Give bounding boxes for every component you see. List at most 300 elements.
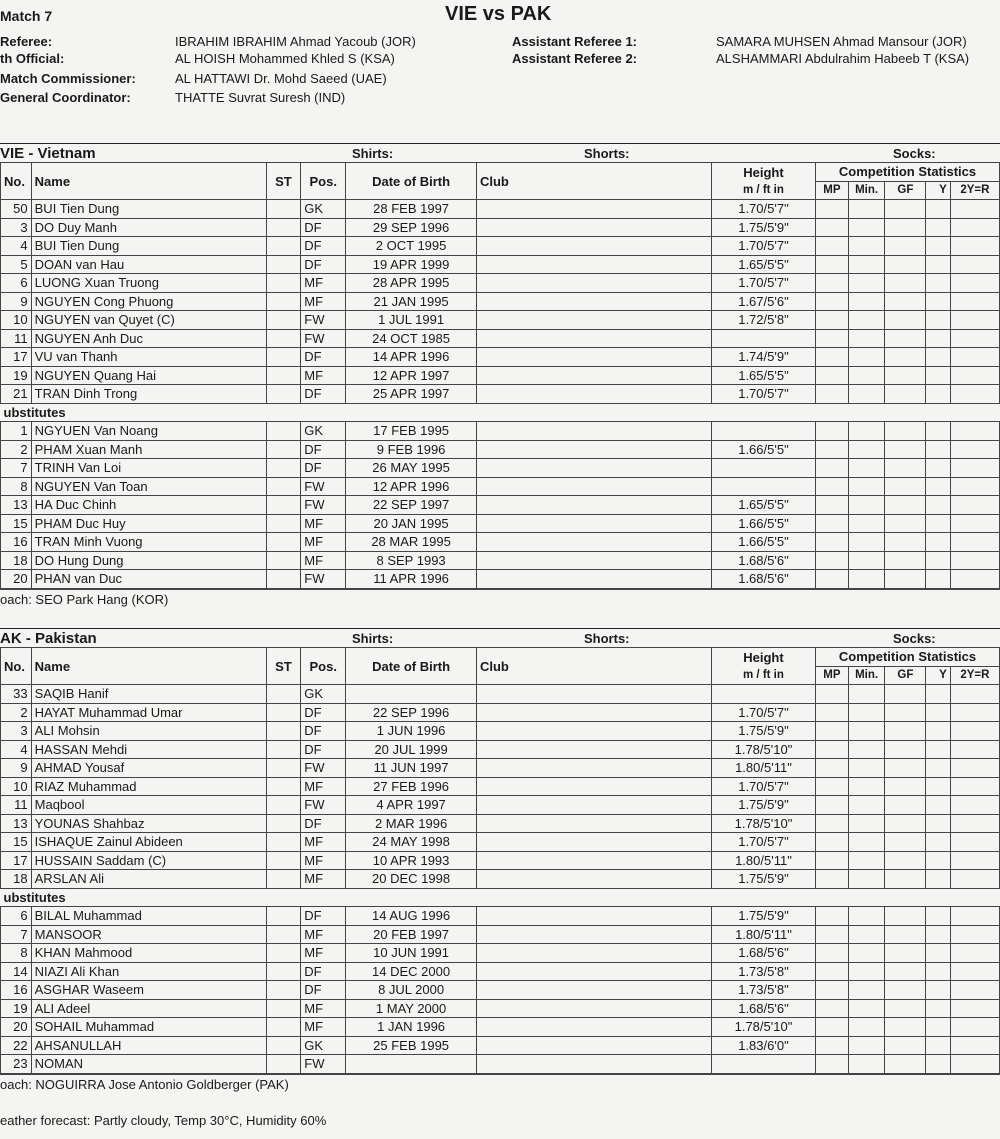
player-st (266, 274, 301, 293)
player-name: SOHAIL Muhammad (31, 1018, 266, 1037)
player-date-of-birth: 20 FEB 1997 (346, 925, 477, 944)
player-number: 21 (1, 385, 32, 404)
stat-mp (816, 962, 849, 981)
stat-2y-r (950, 685, 999, 704)
roster-header-row (1, 648, 1000, 667)
player-row (1, 685, 1000, 704)
player-date-of-birth: 10 JUN 1991 (346, 944, 477, 963)
player-number: 2 (1, 703, 32, 722)
stat-min (848, 329, 885, 348)
player-club (476, 496, 711, 515)
player-number: 3 (1, 722, 32, 741)
player-position: DF (301, 385, 346, 404)
stat-gf (885, 329, 926, 348)
stat-2y-r (950, 944, 999, 963)
player-name: NGUYEN Anh Duc (31, 329, 266, 348)
player-club (476, 329, 711, 348)
stat-2y-r (950, 570, 999, 589)
player-position: DF (301, 237, 346, 256)
stat-y (926, 962, 951, 981)
player-club (476, 759, 711, 778)
stat-gf (885, 703, 926, 722)
stat-gf (885, 1055, 926, 1074)
player-height: 1.68/5'6" (711, 551, 815, 570)
player-name: VU van Thanh (31, 348, 266, 367)
player-row (1, 514, 1000, 533)
player-date-of-birth: 1 JUN 1996 (346, 722, 477, 741)
player-st (266, 496, 301, 515)
stat-min (848, 722, 885, 741)
stat-2y-r (950, 533, 999, 552)
stat-2y-r (950, 440, 999, 459)
player-club (476, 385, 711, 404)
stat-gf (885, 999, 926, 1018)
player-name: PHAM Duc Huy (31, 514, 266, 533)
player-row (1, 740, 1000, 759)
roster-table (0, 647, 1000, 1074)
stat-min (848, 348, 885, 367)
stat-gf (885, 1018, 926, 1037)
player-number: 15 (1, 833, 32, 852)
player-name: TRAN Minh Vuong (31, 533, 266, 552)
player-name: BUI Tien Dung (31, 200, 266, 219)
stat-2y-r (950, 833, 999, 852)
stat-2y-r (950, 981, 999, 1000)
stat-gf (885, 237, 926, 256)
player-height: 1.78/5'10" (711, 814, 815, 833)
player-date-of-birth: 4 APR 1997 (346, 796, 477, 815)
stat-y (926, 200, 951, 219)
player-row (1, 1036, 1000, 1055)
stat-mp (816, 496, 849, 515)
stat-min (848, 477, 885, 496)
player-row (1, 255, 1000, 274)
stat-y (926, 292, 951, 311)
stat-2y-r (950, 218, 999, 237)
player-name: PHAM Xuan Manh (31, 440, 266, 459)
player-name: DO Hung Dung (31, 551, 266, 570)
player-row (1, 759, 1000, 778)
team-header-bar (0, 143, 1000, 162)
stat-y (926, 385, 951, 404)
col-st: ST (266, 163, 301, 200)
stat-y (926, 1018, 951, 1037)
player-club (476, 218, 711, 237)
player-st (266, 292, 301, 311)
player-number: 11 (1, 329, 32, 348)
stat-y (926, 422, 951, 441)
player-position: MF (301, 851, 346, 870)
stat-mp (816, 1036, 849, 1055)
assistant-referee-2-label: Assistant Referee 2: (512, 51, 637, 66)
stat-mp (816, 1018, 849, 1037)
player-row (1, 851, 1000, 870)
stat-y (926, 722, 951, 741)
stat-2y-r (950, 740, 999, 759)
stat-y (926, 477, 951, 496)
player-position: DF (301, 703, 346, 722)
stat-2y-r (950, 514, 999, 533)
player-number: 22 (1, 1036, 32, 1055)
player-date-of-birth: 22 SEP 1996 (346, 703, 477, 722)
player-club (476, 200, 711, 219)
player-name: ARSLAN Ali (31, 870, 266, 889)
player-club (476, 981, 711, 1000)
player-number: 9 (1, 292, 32, 311)
player-position: MF (301, 870, 346, 889)
stat-2y-r (950, 200, 999, 219)
stat-y (926, 999, 951, 1018)
player-position: FW (301, 796, 346, 815)
player-name: NGUYEN Quang Hai (31, 366, 266, 385)
player-height: 1.75/5'9" (711, 870, 815, 889)
stat-gf (885, 366, 926, 385)
player-height: 1.70/5'7" (711, 200, 815, 219)
player-height: 1.66/5'5" (711, 440, 815, 459)
player-date-of-birth: 17 FEB 1995 (346, 422, 477, 441)
player-date-of-birth: 29 SEP 1996 (346, 218, 477, 237)
player-club (476, 477, 711, 496)
col-pos: Pos. (301, 648, 346, 685)
player-row (1, 385, 1000, 404)
player-number: 17 (1, 851, 32, 870)
stat-y (926, 551, 951, 570)
stat-gf (885, 533, 926, 552)
stat-min (848, 366, 885, 385)
stat-y (926, 1055, 951, 1074)
player-date-of-birth: 25 FEB 1995 (346, 1036, 477, 1055)
stat-2y-r (950, 1018, 999, 1037)
stat-min (848, 851, 885, 870)
stat-y (926, 833, 951, 852)
col-2y-r: 2Y=R (950, 666, 999, 685)
player-position: GK (301, 422, 346, 441)
stat-y (926, 851, 951, 870)
stat-2y-r (950, 496, 999, 515)
player-club (476, 366, 711, 385)
stat-2y-r (950, 477, 999, 496)
stat-mp (816, 311, 849, 330)
player-st (266, 907, 301, 926)
roster-header-row (1, 163, 1000, 182)
player-number: 6 (1, 274, 32, 293)
player-date-of-birth: 27 FEB 1996 (346, 777, 477, 796)
team-section-pakistan (0, 628, 1000, 1095)
player-date-of-birth: 14 APR 1996 (346, 348, 477, 367)
stat-min (848, 292, 885, 311)
col-name: Name (31, 648, 266, 685)
player-st (266, 1036, 301, 1055)
stat-2y-r (950, 348, 999, 367)
player-club (476, 237, 711, 256)
stat-gf (885, 851, 926, 870)
player-club (476, 1055, 711, 1074)
player-position: DF (301, 981, 346, 1000)
player-st (266, 440, 301, 459)
stat-mp (816, 237, 849, 256)
stat-2y-r (950, 814, 999, 833)
player-club (476, 962, 711, 981)
stat-gf (885, 496, 926, 515)
player-club (476, 1018, 711, 1037)
stat-2y-r (950, 851, 999, 870)
stat-y (926, 366, 951, 385)
stat-mp (816, 925, 849, 944)
player-club (476, 422, 711, 441)
player-row (1, 422, 1000, 441)
player-row (1, 999, 1000, 1018)
stat-mp (816, 833, 849, 852)
stat-2y-r (950, 237, 999, 256)
team-name: VIE - Vietnam (0, 145, 96, 162)
player-position: MF (301, 999, 346, 1018)
player-position: MF (301, 551, 346, 570)
stat-mp (816, 348, 849, 367)
player-row (1, 777, 1000, 796)
player-st (266, 477, 301, 496)
player-position: FW (301, 496, 346, 515)
stat-mp (816, 385, 849, 404)
player-st (266, 981, 301, 1000)
stat-mp (816, 218, 849, 237)
player-date-of-birth: 8 SEP 1993 (346, 551, 477, 570)
stat-mp (816, 722, 849, 741)
coach-line: oach: SEO Park Hang (KOR) (0, 589, 1000, 610)
player-date-of-birth: 8 JUL 2000 (346, 981, 477, 1000)
player-name: NGYUEN Van Noang (31, 422, 266, 441)
stat-gf (885, 685, 926, 704)
player-position: MF (301, 833, 346, 852)
player-date-of-birth: 25 APR 1997 (346, 385, 477, 404)
stat-2y-r (950, 1036, 999, 1055)
stat-y (926, 274, 951, 293)
col-club: Club (476, 648, 711, 685)
stat-min (848, 422, 885, 441)
stat-y (926, 759, 951, 778)
player-name: LUONG Xuan Truong (31, 274, 266, 293)
stat-gf (885, 292, 926, 311)
stat-min (848, 459, 885, 478)
stat-2y-r (950, 870, 999, 889)
player-number: 33 (1, 685, 32, 704)
player-club (476, 348, 711, 367)
player-club (476, 292, 711, 311)
player-height: 1.65/5'5" (711, 496, 815, 515)
player-club (476, 944, 711, 963)
stat-2y-r (950, 311, 999, 330)
player-position: FW (301, 570, 346, 589)
stat-mp (816, 366, 849, 385)
stat-gf (885, 981, 926, 1000)
player-st (266, 759, 301, 778)
player-name: ALI Adeel (31, 999, 266, 1018)
player-number: 13 (1, 814, 32, 833)
stat-min (848, 925, 885, 944)
player-st (266, 962, 301, 981)
assistant-referee-1-label: Assistant Referee 1: (512, 34, 637, 49)
col-competition-statistics: Competition Statistics (816, 648, 1000, 667)
player-position: MF (301, 533, 346, 552)
player-row (1, 200, 1000, 219)
fourth-official-value: AL HOISH Mohammed Khled S (KSA) (175, 51, 395, 66)
player-height (711, 1055, 815, 1074)
stat-gf (885, 925, 926, 944)
player-position: DF (301, 907, 346, 926)
player-row (1, 833, 1000, 852)
stat-2y-r (950, 329, 999, 348)
stat-mp (816, 570, 849, 589)
player-row (1, 796, 1000, 815)
stat-2y-r (950, 459, 999, 478)
player-club (476, 740, 711, 759)
player-row (1, 292, 1000, 311)
player-name: YOUNAS Shahbaz (31, 814, 266, 833)
player-club (476, 514, 711, 533)
stat-gf (885, 570, 926, 589)
player-date-of-birth: 11 APR 1996 (346, 570, 477, 589)
stat-y (926, 944, 951, 963)
stat-min (848, 740, 885, 759)
stat-mp (816, 944, 849, 963)
shorts-label: Shorts: (584, 146, 630, 161)
player-club (476, 703, 711, 722)
stat-min (848, 237, 885, 256)
stat-y (926, 311, 951, 330)
player-date-of-birth: 20 JAN 1995 (346, 514, 477, 533)
player-st (266, 329, 301, 348)
col-competition-statistics: Competition Statistics (816, 163, 1000, 182)
col-mp: MP (816, 666, 849, 685)
player-height (711, 422, 815, 441)
player-number: 18 (1, 870, 32, 889)
stat-gf (885, 796, 926, 815)
player-row (1, 459, 1000, 478)
player-position: FW (301, 1055, 346, 1074)
player-row (1, 329, 1000, 348)
stat-gf (885, 385, 926, 404)
stat-2y-r (950, 703, 999, 722)
player-row (1, 366, 1000, 385)
player-position: MF (301, 944, 346, 963)
player-row (1, 981, 1000, 1000)
stat-gf (885, 962, 926, 981)
player-height: 1.66/5'5" (711, 514, 815, 533)
player-date-of-birth: 20 JUL 1999 (346, 740, 477, 759)
player-name: HA Duc Chinh (31, 496, 266, 515)
stat-min (848, 1018, 885, 1037)
player-height: 1.68/5'6" (711, 999, 815, 1018)
referee-label: Referee: (0, 34, 53, 49)
stat-2y-r (950, 255, 999, 274)
player-club (476, 685, 711, 704)
player-name: HUSSAIN Saddam (C) (31, 851, 266, 870)
player-row (1, 477, 1000, 496)
col-height-unit: m / ft in (711, 666, 815, 685)
player-name: DOAN van Hau (31, 255, 266, 274)
player-st (266, 796, 301, 815)
player-st (266, 311, 301, 330)
player-position: MF (301, 925, 346, 944)
stat-y (926, 570, 951, 589)
player-number: 19 (1, 999, 32, 1018)
stat-min (848, 685, 885, 704)
stat-mp (816, 514, 849, 533)
stat-mp (816, 740, 849, 759)
stat-gf (885, 814, 926, 833)
player-date-of-birth: 9 FEB 1996 (346, 440, 477, 459)
player-number: 4 (1, 237, 32, 256)
player-row (1, 551, 1000, 570)
player-number: 17 (1, 348, 32, 367)
stat-min (848, 870, 885, 889)
player-number: 9 (1, 759, 32, 778)
stat-2y-r (950, 907, 999, 926)
player-number: 13 (1, 496, 32, 515)
player-number: 16 (1, 981, 32, 1000)
col-st: ST (266, 648, 301, 685)
player-height: 1.65/5'5" (711, 366, 815, 385)
player-club (476, 311, 711, 330)
player-st (266, 422, 301, 441)
player-club (476, 777, 711, 796)
substitutes-label: ubstitutes (1, 888, 1000, 907)
player-st (266, 944, 301, 963)
player-name: RIAZ Muhammad (31, 777, 266, 796)
player-position: MF (301, 514, 346, 533)
player-height: 1.65/5'5" (711, 255, 815, 274)
player-name: KHAN Mahmood (31, 944, 266, 963)
stat-2y-r (950, 999, 999, 1018)
player-position: MF (301, 366, 346, 385)
player-club (476, 925, 711, 944)
player-row (1, 440, 1000, 459)
player-club (476, 459, 711, 478)
player-height: 1.73/5'8" (711, 981, 815, 1000)
stat-min (848, 385, 885, 404)
coach-line: oach: NOGUIRRA Jose Antonio Goldberger (PAK) (0, 1074, 1000, 1095)
player-date-of-birth: 14 DEC 2000 (346, 962, 477, 981)
stat-min (848, 311, 885, 330)
player-name: BUI Tien Dung (31, 237, 266, 256)
stat-2y-r (950, 422, 999, 441)
player-st (266, 925, 301, 944)
stat-gf (885, 255, 926, 274)
player-name: ASGHAR Waseem (31, 981, 266, 1000)
col-name: Name (31, 163, 266, 200)
player-name: BILAL Muhammad (31, 907, 266, 926)
player-st (266, 703, 301, 722)
stat-min (848, 1055, 885, 1074)
player-date-of-birth: 20 DEC 1998 (346, 870, 477, 889)
player-number: 20 (1, 1018, 32, 1037)
stat-min (848, 907, 885, 926)
stat-y (926, 440, 951, 459)
substitutes-row (1, 888, 1000, 907)
player-st (266, 814, 301, 833)
player-st (266, 1055, 301, 1074)
player-date-of-birth: 10 APR 1993 (346, 851, 477, 870)
player-date-of-birth: 24 OCT 1985 (346, 329, 477, 348)
player-number: 2 (1, 440, 32, 459)
player-number: 19 (1, 366, 32, 385)
player-number: 4 (1, 740, 32, 759)
player-height (711, 685, 815, 704)
stat-min (848, 218, 885, 237)
player-name: NGUYEN Cong Phuong (31, 292, 266, 311)
player-position: FW (301, 311, 346, 330)
stat-2y-r (950, 551, 999, 570)
team-name: AK - Pakistan (0, 630, 97, 647)
